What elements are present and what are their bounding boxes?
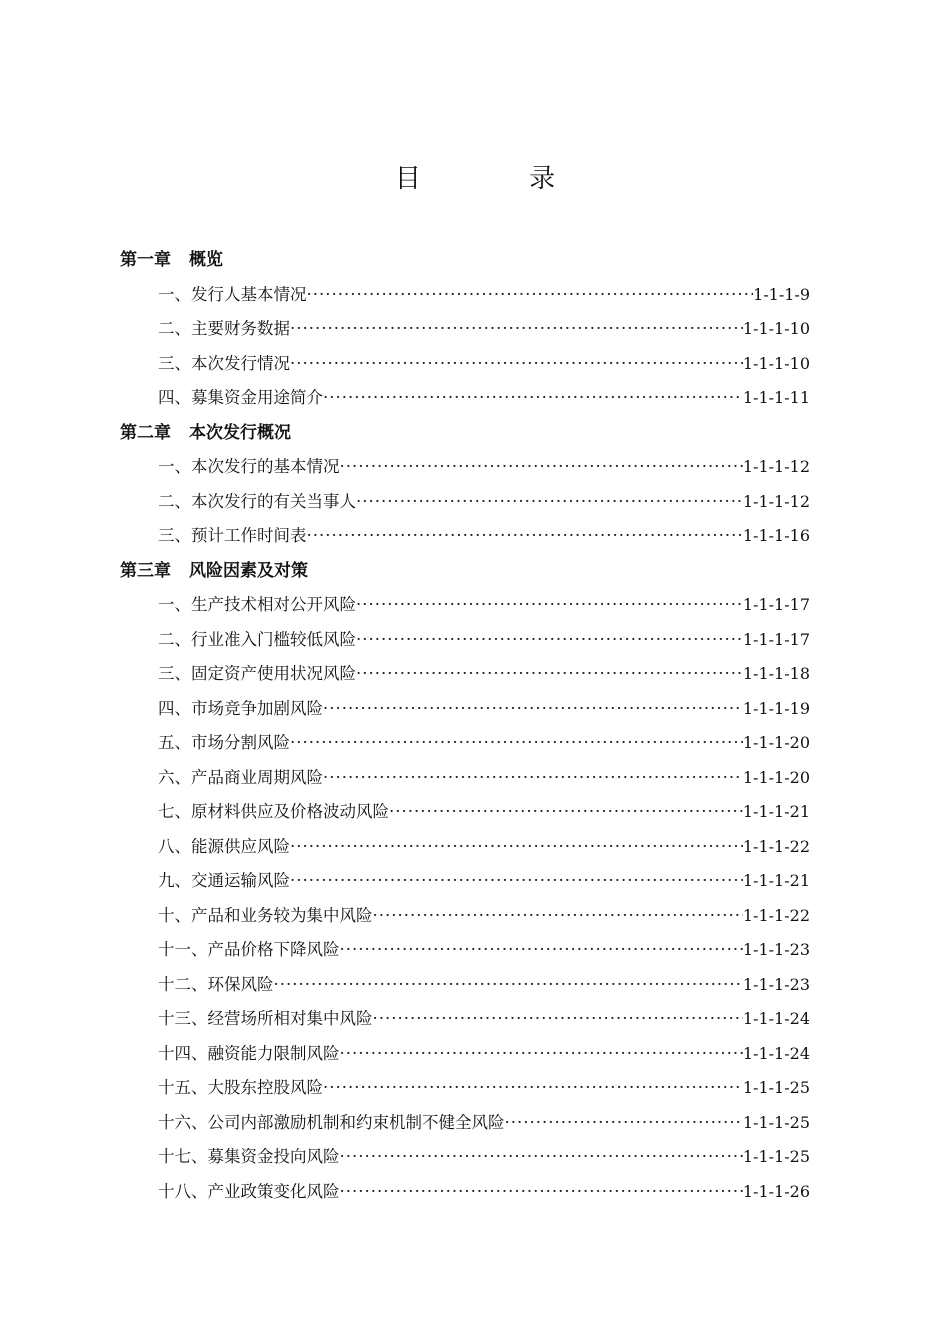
chapter-number: 第一章 xyxy=(120,250,171,270)
entry-page-number: 1-1-1-23 xyxy=(742,974,810,994)
toc-entry[interactable] xyxy=(120,485,810,520)
toc-entry[interactable] xyxy=(120,968,810,1003)
toc-entry[interactable] xyxy=(120,312,810,347)
dot-leader xyxy=(323,692,743,727)
entry-label: 六、产品商业周期风险 xyxy=(158,767,323,787)
toc-entry[interactable] xyxy=(120,588,810,623)
entry-page-number: 1-1-1-9 xyxy=(753,284,810,304)
dot-leader xyxy=(323,1071,743,1106)
toc-entry[interactable] xyxy=(120,1175,810,1210)
entry-page-number: 1-1-1-24 xyxy=(742,1043,810,1063)
entry-page-number: 1-1-1-23 xyxy=(742,940,810,959)
chapter-name: 本次发行概况 xyxy=(189,422,291,443)
toc-entry[interactable] xyxy=(120,1140,810,1175)
entry-page-number: 1-1-1-25 xyxy=(742,1147,810,1166)
entry-page-number: 1-1-1-25 xyxy=(742,1078,810,1097)
toc-entry[interactable] xyxy=(120,657,810,692)
dot-leader xyxy=(340,1175,743,1210)
entry-label: 二、主要财务数据 xyxy=(158,319,290,338)
entry-page-number: 1-1-1-26 xyxy=(742,1181,810,1201)
entry-label: 十二、环保风险 xyxy=(158,974,274,994)
dot-leader xyxy=(290,347,743,382)
entry-page-number: 1-1-1-17 xyxy=(742,629,810,649)
chapter-heading[interactable] xyxy=(120,416,810,451)
dot-leader xyxy=(307,519,743,554)
dot-leader xyxy=(274,968,743,1003)
entry-label: 二、行业准入门槛较低风险 xyxy=(158,629,356,649)
dot-leader xyxy=(373,899,743,934)
toc-entry[interactable] xyxy=(120,933,810,968)
dot-leader xyxy=(373,1002,743,1037)
entry-page-number: 1-1-1-10 xyxy=(742,353,810,373)
chapter-number: 第三章 xyxy=(120,560,171,581)
dot-leader xyxy=(356,485,743,520)
entry-page-number: 1-1-1-22 xyxy=(742,905,810,925)
toc-entry[interactable] xyxy=(120,692,810,727)
entry-page-number: 1-1-1-21 xyxy=(742,871,810,890)
toc-entry[interactable] xyxy=(120,623,810,658)
entry-label: 一、生产技术相对公开风险 xyxy=(158,595,356,614)
entry-label: 七、原材料供应及价格波动风险 xyxy=(158,802,389,821)
entry-label: 九、交通运输风险 xyxy=(158,871,290,890)
entry-page-number: 1-1-1-12 xyxy=(742,457,810,476)
table-of-contents xyxy=(120,243,810,1209)
toc-entry[interactable] xyxy=(120,1037,810,1072)
toc-entry[interactable] xyxy=(120,899,810,934)
entry-page-number: 1-1-1-17 xyxy=(742,595,810,614)
dot-leader xyxy=(340,1140,743,1175)
toc-entry[interactable] xyxy=(120,381,810,416)
chapter-number: 第二章 xyxy=(120,422,171,443)
entry-page-number: 1-1-1-22 xyxy=(742,836,810,856)
entry-label: 十四、融资能力限制风险 xyxy=(158,1043,340,1063)
entry-page-number: 1-1-1-16 xyxy=(742,526,810,545)
dot-leader xyxy=(290,830,743,865)
toc-entry[interactable] xyxy=(120,1106,810,1141)
toc-entry[interactable] xyxy=(120,450,810,485)
dot-leader xyxy=(290,864,743,899)
toc-entry[interactable] xyxy=(120,278,810,313)
entry-page-number: 1-1-1-24 xyxy=(742,1009,810,1028)
entry-label: 四、市场竞争加剧风险 xyxy=(158,698,323,718)
chapter-name: 概览 xyxy=(189,250,223,270)
dot-leader xyxy=(307,278,754,313)
entry-page-number: 1-1-1-19 xyxy=(742,698,810,718)
entry-label: 十六、公司内部激励机制和约束机制不健全风险 xyxy=(158,1112,505,1132)
toc-entry[interactable] xyxy=(120,864,810,899)
entry-label: 一、本次发行的基本情况 xyxy=(158,457,340,476)
toc-entry[interactable] xyxy=(120,519,810,554)
entry-label: 十八、产业政策变化风险 xyxy=(158,1181,340,1201)
entry-page-number: 1-1-1-18 xyxy=(742,664,810,683)
chapter-heading[interactable] xyxy=(120,554,810,589)
chapter-name: 风险因素及对策 xyxy=(189,560,308,581)
entry-page-number: 1-1-1-11 xyxy=(742,388,810,407)
toc-entry[interactable] xyxy=(120,1071,810,1106)
entry-page-number: 1-1-1-21 xyxy=(742,802,810,821)
dot-leader xyxy=(340,1037,743,1072)
dot-leader xyxy=(290,726,743,761)
entry-label: 五、市场分割风险 xyxy=(158,733,290,752)
dot-leader xyxy=(323,761,743,796)
dot-leader xyxy=(356,623,743,658)
entry-page-number: 1-1-1-20 xyxy=(742,733,810,752)
toc-entry[interactable] xyxy=(120,347,810,382)
entry-page-number: 1-1-1-20 xyxy=(742,767,810,787)
toc-entry[interactable] xyxy=(120,795,810,830)
entry-page-number: 1-1-1-10 xyxy=(742,319,810,338)
dot-leader xyxy=(356,588,743,623)
entry-page-number: 1-1-1-12 xyxy=(742,491,810,511)
dot-leader xyxy=(389,795,743,830)
toc-entry[interactable] xyxy=(120,1002,810,1037)
toc-entry[interactable] xyxy=(120,761,810,796)
entry-label: 十一、产品价格下降风险 xyxy=(158,940,340,959)
entry-label: 三、本次发行情况 xyxy=(158,353,290,373)
entry-label: 八、能源供应风险 xyxy=(158,836,290,856)
dot-leader xyxy=(290,312,743,347)
entry-label: 十七、募集资金投向风险 xyxy=(158,1147,340,1166)
dot-leader xyxy=(340,450,743,485)
toc-title: 目 录 xyxy=(394,164,606,194)
entry-label: 四、募集资金用途简介 xyxy=(158,388,323,407)
entry-label: 三、预计工作时间表 xyxy=(158,526,307,545)
toc-entry[interactable] xyxy=(120,830,810,865)
dot-leader xyxy=(340,933,743,968)
dot-leader xyxy=(505,1106,743,1141)
entry-label: 十、产品和业务较为集中风险 xyxy=(158,905,373,925)
dot-leader xyxy=(356,657,743,692)
toc-entry[interactable] xyxy=(120,726,810,761)
entry-label: 二、本次发行的有关当事人 xyxy=(158,491,356,511)
dot-leader xyxy=(323,381,743,416)
entry-label: 三、固定资产使用状况风险 xyxy=(158,664,356,683)
entry-page-number: 1-1-1-25 xyxy=(742,1112,810,1132)
entry-label: 一、发行人基本情况 xyxy=(158,284,307,304)
chapter-heading[interactable] xyxy=(120,243,810,278)
entry-label: 十三、经营场所相对集中风险 xyxy=(158,1009,373,1028)
entry-label: 十五、大股东控股风险 xyxy=(158,1078,323,1097)
